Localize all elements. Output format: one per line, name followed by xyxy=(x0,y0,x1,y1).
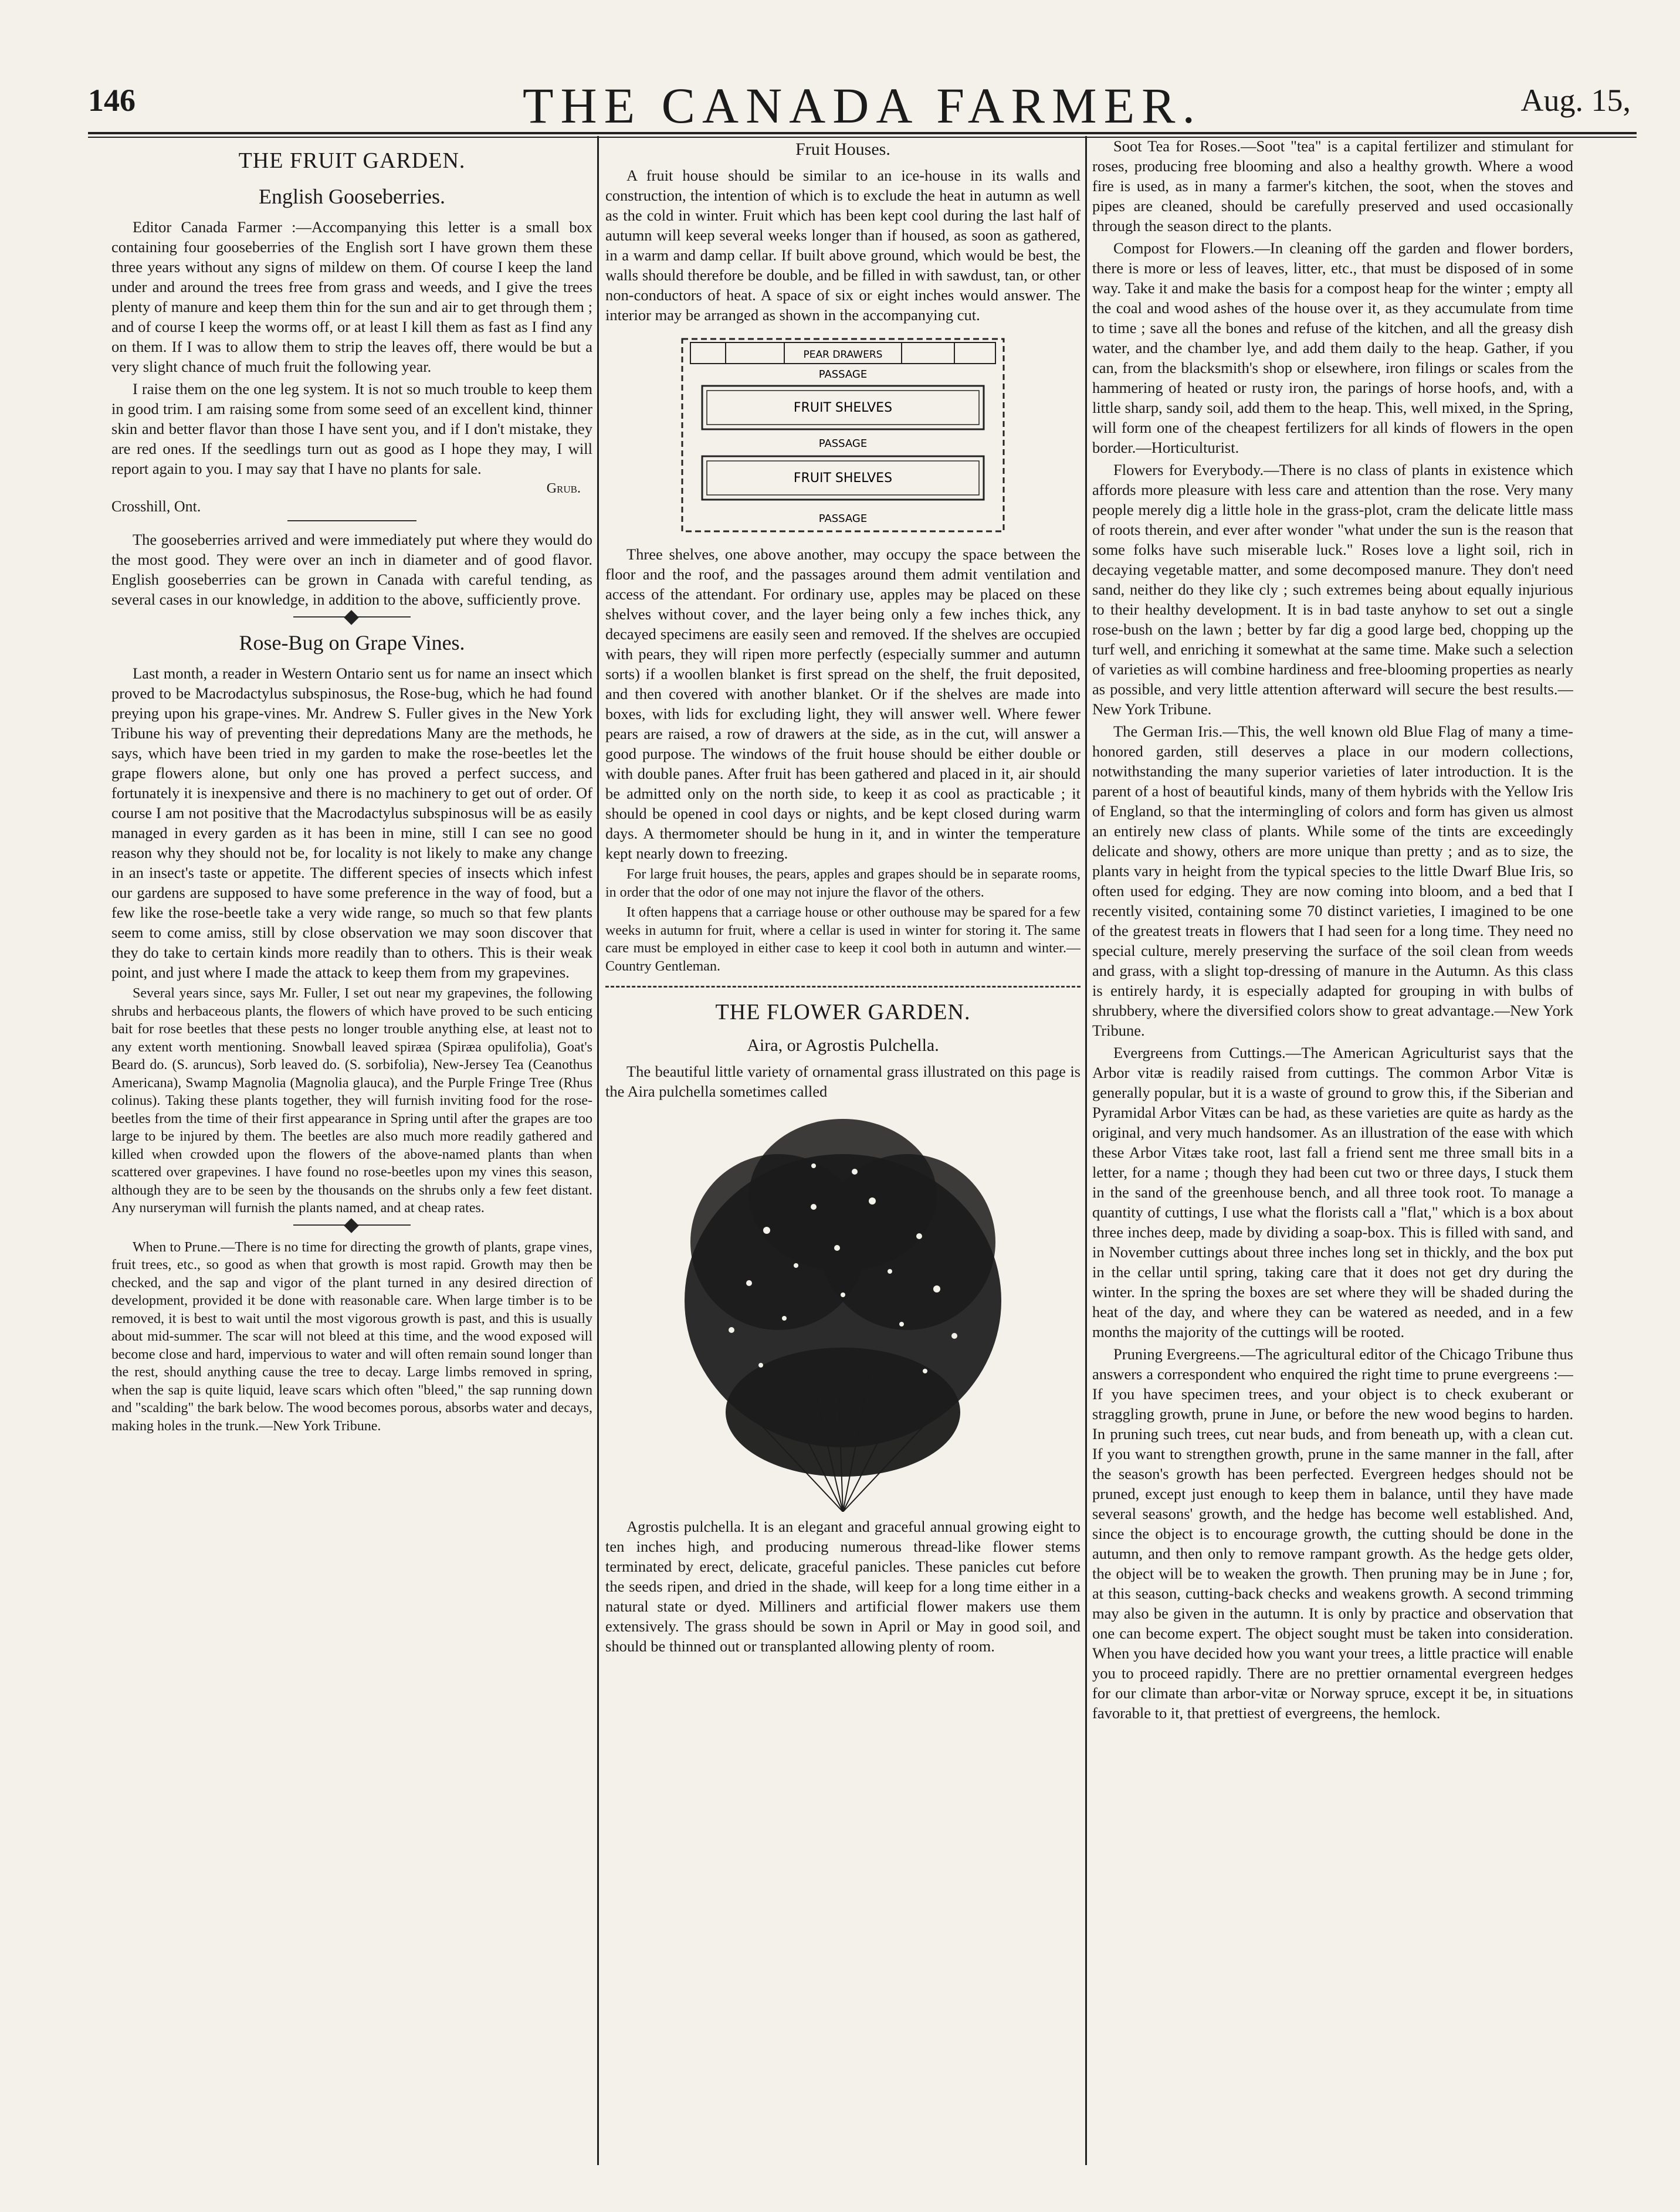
soot-tea-paragraph: Soot Tea for Roses.—Soot "tea" is a capital fertilizer and stimulant for roses, producing free blooming and also a healthy growth. Where a wood fire is used, as in many a farmer's kitchen, the soot, when the stoves and pipes are cleaned, should be carefully preserved and used occasionally through the season direct to the plants. xyxy=(1092,137,1573,235)
ornament-separator xyxy=(293,616,411,621)
issue-date: Aug. 15, xyxy=(1520,83,1631,118)
column-divider xyxy=(597,136,599,2165)
paper-title: THE CANADA FARMER. xyxy=(522,77,1203,134)
aira-grass-illustration xyxy=(661,1107,1025,1512)
masthead-rule xyxy=(88,132,1637,134)
column-divider xyxy=(1085,136,1087,2165)
german-iris-paragraph: The German Iris.—This, the well known old Blue Flag of many a time-honored garden, still deserves a place in our modern collections, notwithstanding the many superior varieties of later introduction. It is the parent of a host of beautiful kinds, many of them hybrids with the Yellow Iris of England, so that the intermingling of colors and form has given us almost an entirely new class of plants. While some of the tints are exceedingly delicate and showy, others are more unique than pretty ; and as to size, the plants vary in height from the typical species to the little Dwarf Blue Iris, so often used for edging. They are now coming into bloom, and a bed that I recently visited, containing some 70 distinct varieties, I imagined to be one of the greatest treats in flowers that I had seen for a long time. They need no special culture, merely preserving the surface of the soil clean from weeds and grass, with a slight top-dressing of manure in the Autumn. As this class is entirely hardy, it is especially adapted for grouping in with bulbs of shrubbery, where the diversified colors show to great advantage.—New York Tribune. xyxy=(1092,722,1573,1039)
fruit-houses-paragraph: For large fruit houses, the pears, apples and grapes should be in separate rooms, in order that the odor of one may not injure the flavor of the others. xyxy=(605,867,1081,900)
aira-paragraph: Agrostis pulchella. It is an elegant and graceful annual growing eight to ten inches high, and producing numerous thread-like flower stems terminated by erect, delicate, graceful panicles. These panicles cut before the seeds ripen, and dried in the shade, will keep for a long time either in a natural state or dyed. Milliners and artificial flower makers use them extensively. The grass should be sown in April or May in good soil, and should be thinned out or transplanted allowing plenty of room. xyxy=(605,1518,1081,1655)
flowers-everybody-paragraph: Flowers for Everybody.—There is no class of plants in existence which affords more pleasure with less care and attention than the rose. Very many people merely dig a little hole in the grass-plot, cram the delicate little mass of roots therein, and ever after wonder "what under the sun is the reason that some folks have such miserable luck." Roses love a light soil, rich in decaying vegetable matter, and some decomposed manure. They don't need sand, neither do they like cly ; such extremes being about equally injurious to their healthy development. It is in bad taste anyhow to set out a single rose-bush on the lawn ; better by far dig a good large bed, chopping up the turf well, and enriching it somewhat at the same time. Make such a selection of varieties as will combine hardiness and free-blooming properties as nearly as possible, and very little attention afterward will secure the best results.—New York Tribune. xyxy=(1092,461,1573,718)
letter-place: Crosshill, Ont. xyxy=(111,498,201,515)
masthead xyxy=(88,69,1637,140)
pruning-evergreens-paragraph: Pruning Evergreens.—The agricultural editor of the Chicago Tribune thus answers a correspondent who enquired the right time to prune evergreens :—If you have specimen trees, and your object is to check exuberant or straggling growth, prune in June, or before the new wood begins to harden. In pruning such trees, cut near buds, and from beneath up, with a clean cut. If you want to strengthen growth, prune in the same manner in the fall, after the season's growth has been perfected. Evergreen hedges should not be pruned, except just enough to keep them in balance, until they have made several seasons' growth, and the hedge has become well established. And, since the object is to encourage growth, the cutting should be done in the autumn, and then only to remove rampant growth. As the hedge gets older, the object will be to weaken the growth. Then pruning may be in June ; for, at this season, cutting-back checks and weakens growth. A second trimming may also be given in the autumn. It is only by practice and observation that one can become expert. The object sought must be taken into consideration. When you have decided how you want your trees, a little practice will enable you to proceed rapidly. There are no prettier ornamental evergreen hedges for our climate than arbor-vitæ or Norway spruce, except it be, in situations favorable to it, that prettiest of evergreens, the hemlock. xyxy=(1092,1345,1573,1722)
when-to-prune-paragraph: When to Prune.—There is no time for directing the growth of plants, grape vines, fruit trees, etc., so good as when that growth is most rapid. Growth may then be checked, and the sap and vigor of the plant turned in any desired direction of development, provided it be done with reasonable care. When large timber is to be removed, it is best to wait until the most vigorous growth is past, and this is usually about mid-summer. The scar will not bleed at this time, and the wood exposed will become close and hard, impervious to water and will often remain sound longer than the rest, should anything cause the tree to decay. Large limbs removed in spring, when the sap is quite liquid, leave scars which often "bleed," the sap running down and "scalding" the bark below. The wood becomes porous, absorbs water and decays, making holes in the trunk.—New York Tribune. xyxy=(111,1239,592,1434)
gooseberries-paragraph: Editor Canada Farmer :—Accompanying this letter is a small box containing four gooseberries of the English sort I have grown them these three years without any signs of mildew on them. Of course I keep the land under and around the trees free from grass and weeds, and I give the trees plenty of manure and keep them thin for the sun and air to get through them ; and of course I keep the worms off, or at least I kill them as fast as I find any on them. If I was to allow them to strip the leaves off, there would be but a very slight chance of much fruit the following year. xyxy=(111,218,592,375)
article-title-gooseberries: English Gooseberries. xyxy=(259,185,445,208)
letter-signature: Grub. xyxy=(546,481,581,496)
column-1 xyxy=(111,136,592,2177)
diagram-label-passage: PASSAGE xyxy=(818,513,868,525)
fruit-house-diagram xyxy=(679,335,1007,535)
column-2 xyxy=(605,136,1081,2177)
fruit-houses-paragraph: It often happens that a carriage house or other outhouse may be spared for a few weeks in autumn for fruit, where a cellar is used in winter for storing it. The same care must be employed in either case to keep it cool both in autumn and winter.—Country Gentleman. xyxy=(605,905,1081,974)
evergreen-cuttings-paragraph: Evergreens from Cuttings.—The American Agriculturist says that the Arbor vitæ is readily raised from cuttings. The common Arbor Vitæ is generally popular, but it is a waste of ground to grow this, if the Siberian and Pyramidal Arbor Vitæs can be had, as these varieties are quite as hardy as the original, and very much handsomer. As an illustration of the ease with which these Arbor Vitæs take root, last fall a friend sent me three small bits in a letter, for a name ; though they had been cut two or three days, I stuck them in the sand of the greenhouse bench, and all three took root. To manage a quantity of cuttings, I use what the florists call a "flat," which is a box about three inches deep, made by dividing a soap-box. This is filled with sand, and in November cuttings about three inches long set in thickly, and the box put in the cellar until spring, taking care that it does not get dry during the winter. In the spring the boxes are set where they will be shaded during the heat of the day, and where they can be watered as needed, and in a few months the majority of the cuttings will be rooted. xyxy=(1092,1044,1573,1341)
fruit-houses-paragraph: Three shelves, one above another, may occupy the space between the floor and the roof, and the passages around them admit ventilation and access of the attendant. For ordinary use, apples may be placed on these shelves without cover, and the layer being only a few inches thick, any decayed specimens are easily seen and removed. If the shelves are occupied with pears, they will ripen more perfectly (especially summer and autumn sorts) if a woollen blanket is first spread on the shelf, the fruit deposited, and then covered with another blanket. Or if the shelves are made into boxes, with lids for excluding light, they will answer well. Where fewer pears are raised, a row of drawers at the side, as in the cut, will answer a good purpose. The windows of the fruit house should be either double or with double panes. After fruit has been gathered and placed in it, air should be admitted only on the north side, to keep it as cool as practicable ; it should be opened in cool days or nights, and be kept closed during warm days. A thermometer should be hung in it, and in winter the temperature kept nearly down to freezing. xyxy=(605,545,1081,862)
rosebug-paragraph: Last month, a reader in Western Ontario sent us for name an insect which proved to be Macrodactylus subspinosus, the Rose-bug, which he had found preying upon his grape-vines. Mr. Andrew S. Fuller gives in the New York Tribune his way of preventing their depredations Many are the methods, he says, which have been tried in my garden to make the rose-beetles let the grape flowers alone, but only one has proved a perfect success, and fortunately it is inexpensive and there is no machinery to get out of order. Of course I am not positive that the Macrodactylus subspinosus will be as easily managed in every garden as it has been in mine, still I can see no good reason why they should not be, for locality is not likely to make any change in an insect's taste or appetite. The different species of insects which infest our gardens are supposed to have some preference in the way of food, but a few like the rose-beetle take a very wide range, so much so that few plants seem to come amiss, still by close observation we may soon discover that they do take to certain kinds more readily than to others. This is their weak point, and just where I made the attack to keep them from my grapevines. xyxy=(111,664,592,981)
section-title-fruit-garden: THE FRUIT GARDEN. xyxy=(238,148,466,173)
editor-reply-paragraph: The gooseberries arrived and were immediately put where they would do the most good. They were over an inch in diameter and of good flavor. English gooseberries can be grown in Canada with careful tending, as several cases in our knowledge, in addition to the above, sufficiently prove. xyxy=(111,531,592,608)
diagram-label-passage: PASSAGE xyxy=(818,368,868,381)
ornament-separator xyxy=(293,1224,411,1229)
article-title-aira: Aira, or Agrostis Pulchella. xyxy=(747,1036,939,1055)
page-number: 146 xyxy=(88,83,136,118)
diagram-label-pear-drawers: PEAR DRAWERS xyxy=(803,349,883,361)
article-title-rosebug: Rose-Bug on Grape Vines. xyxy=(239,631,465,654)
aira-paragraph: The beautiful little variety of ornamental grass illustrated on this page is the Aira pulchella sometimes called xyxy=(605,1063,1081,1100)
diagram-label-passage: PASSAGE xyxy=(818,437,868,450)
diagram-label-fruit-shelves: FRUIT SHELVES xyxy=(793,401,893,415)
column-3 xyxy=(1092,136,1573,2177)
article-title-fruit-houses: Fruit Houses. xyxy=(795,140,890,159)
compost-paragraph: Compost for Flowers.—In cleaning off the garden and flower borders, there is more or less of leaves, litter, etc., that must be disposed of in some way. Take it and make the basis for a compost heap for the winter ; empty all the coal and wood ashes of the house over it, as they accumulate from time to time ; save all the bones and refuse of the kitchen, and all the greasy dish water, and the chamber lye, and add them daily to the heap. Gather, if you can, from the blacksmith's shop or elsewhere, iron filings or scales from the hammering of heated or rusty iron, the parings of horse hoofs, and, with a little sharp, sandy soil, add them to the heap. This, well mixed, in the Spring, will form one of the cheapest fertilizers for all kinds of flowers in the open border.—Horticulturist. xyxy=(1092,239,1573,456)
rosebug-paragraph: Several years since, says Mr. Fuller, I set out near my grapevines, the following shrubs and herbaceous plants, the flowers of which have proved to be such enticing bait for rose beetles that these pests no longer trouble anything else, at least not to any extent worth mentioning. Snowball leaved spiræa (Spiræa opulifolia), Goat's Beard do. (S. aruncus), Sorb leaved do. (S. sorbifolia), New-Jersey Tea (Ceanothus Americana), Swamp Magnolia (Magnolia glauca), and the Purple Fringe Tree (Rhus colinus). Taking these plants together, they will furnish inviting food for the rose-beetles from the time of their first appearance in Spring until after the grapes are too large to be injured by them. The beetles are also much more readily gathered and killed when crowded upon the flowers of the above-named plants than when scattered over grapevines. I have found no rose-beetles upon my vines this season, although they are to be seen by the thousands on the shrubs only a few feet distant. Any nurseryman will furnish the plants named, and at cheap rates. xyxy=(111,986,592,1216)
section-divider xyxy=(605,986,1081,988)
separator xyxy=(287,520,416,521)
section-title-flower-garden: THE FLOWER GARDEN. xyxy=(715,1000,971,1024)
diagram-label-fruit-shelves: FRUIT SHELVES xyxy=(793,471,893,486)
gooseberries-paragraph: I raise them on the one leg system. It is not so much trouble to keep them in good trim. I am raising some from some seed of an excellent kind, thinner skin and better flavor than those I have sent you, and if I don't mistake, they are red ones. If the seedlings turn out as good as I hope they may, I will report again to you. I may say that I have no plants for sale. xyxy=(111,380,592,477)
fruit-houses-paragraph: A fruit house should be similar to an ice-house in its walls and construction, the intention of which is to exclude the heat in autumn as well as the cold in winter. Fruit which has been kept cool during the last half of autumn will keep several weeks longer than if housed, as soon as gathered, in a warm and damp cellar. If built above ground, which would be best, the walls should therefore be double, and be filled in with sawdust, tan, or other non-conductors of heat. A space of six or eight inches would answer. The interior may be arranged as shown in the accompanying cut. xyxy=(605,167,1081,324)
